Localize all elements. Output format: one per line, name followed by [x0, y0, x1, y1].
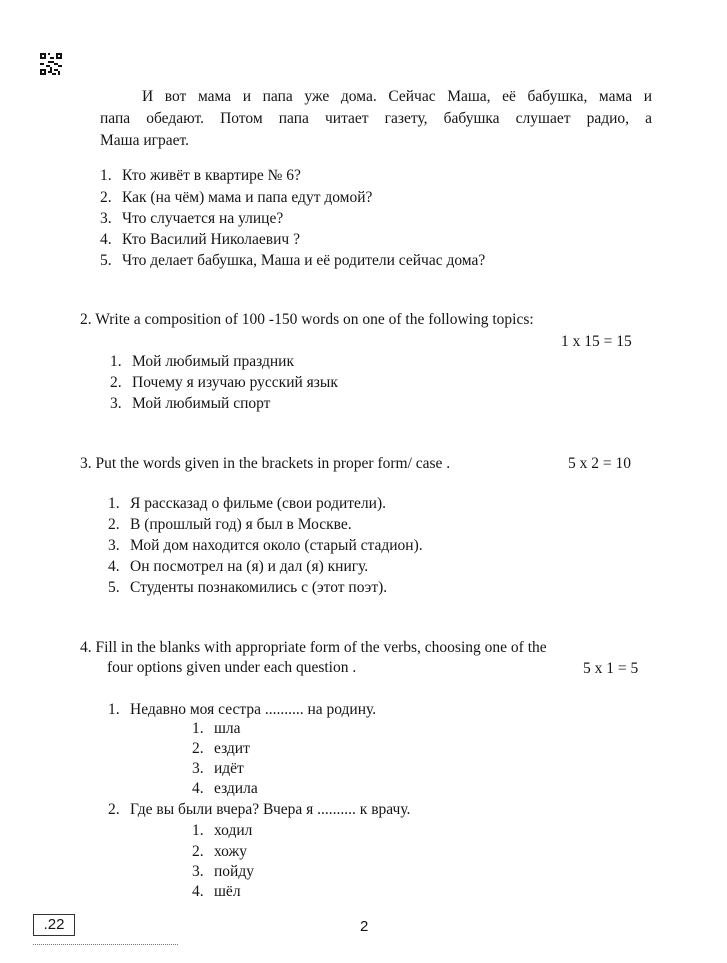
section-4-marks: 5 x 1 = 5	[583, 660, 639, 677]
list-item: 1. Кто живёт в квартире № 6?	[100, 167, 301, 184]
list-item: 2. В (прошлый год) я был в Москве.	[108, 516, 352, 533]
list-item: 3. Мой любимый спорт	[110, 395, 271, 412]
section-3-marks: 5 x 2 = 10	[568, 455, 631, 472]
list-item: 2. Как (на чём) мама и папа едут домой?	[100, 189, 373, 206]
question-2: 2. Где вы были вчера? Вчера я .......... к врачу.	[108, 801, 411, 818]
qr-code-icon	[40, 53, 62, 75]
story-line-2: папа обедают. Потом папа читает газету, бабушка слушает радио, а	[100, 110, 652, 127]
list-item: 4. Кто Василий Николаевич ?	[100, 231, 300, 248]
option-item: 2. ездит	[192, 740, 250, 757]
option-item: 3. идёт	[192, 760, 244, 777]
option-item: 1. ходил	[192, 822, 253, 839]
list-item: 3. Что случается на улице?	[100, 210, 284, 227]
section-2-heading: 2. Write a composition of 100 -150 words on one of the following topics:	[80, 311, 534, 328]
section-4-heading-line-1: 4. Fill in the blanks with appropriate form of the verbs, choosing one of the	[80, 639, 547, 656]
list-item: 5. Студенты познакомились с (этот поэт).	[108, 579, 388, 596]
list-item: 1. Мой любимый праздник	[110, 353, 294, 370]
option-item: 4. шёл	[192, 883, 241, 900]
section-3-heading: 3. Put the words given in the brackets in proper form/ case .	[80, 455, 451, 472]
option-item: 4. ездила	[192, 780, 258, 797]
list-item: 5. Что делает бабушка, Маша и её родители сейчас дома?	[100, 252, 486, 269]
paper-code-box: .22	[33, 914, 75, 936]
page-number: 2	[360, 918, 369, 935]
option-item: 3. пойду	[192, 863, 254, 880]
list-item: 2. Почему я изучаю русский язык	[110, 374, 338, 391]
list-item: 1. Я рассказад о фильме (свои родители).	[108, 495, 386, 512]
section-2-marks: 1 x 15 = 15	[561, 333, 632, 350]
list-item: 3. Мой дом находится около (старый стадион).	[108, 537, 423, 554]
story-paragraph	[100, 86, 652, 152]
option-item: 2. хожу	[192, 843, 247, 860]
story-line-3: Маша играет.	[100, 132, 189, 149]
section-4-heading-line-2: four options given under each question .	[107, 659, 357, 676]
option-item: 1. шла	[192, 720, 241, 737]
story-line-1: И вот мама и папа уже дома. Сейчас Маша, её бабушка, мама и	[142, 88, 652, 105]
list-item: 4. Он посмотрел на (я) и дал (я) книгу.	[108, 558, 369, 575]
footer-dotted-line	[33, 944, 178, 945]
question-1: 1. Недавно моя сестра .......... на родину.	[108, 701, 377, 718]
